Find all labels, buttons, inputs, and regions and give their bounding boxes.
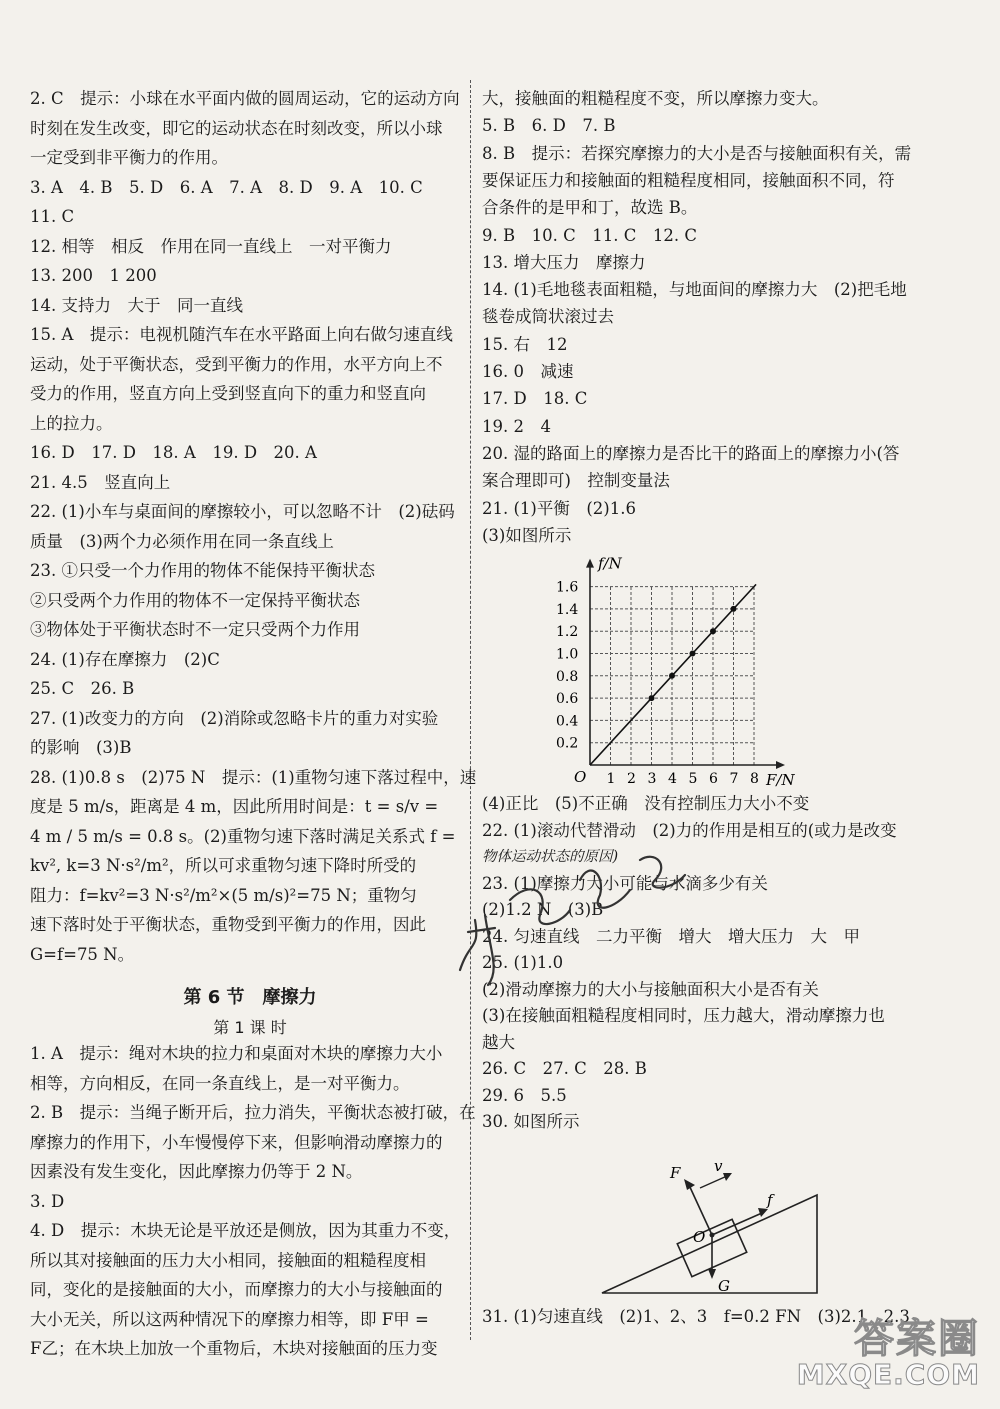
data-point [690, 651, 696, 657]
answer-line: 受力的作用，竖直方向上受到竖直向下的重力和竖直向 [30, 384, 426, 403]
answer-line: 度是 5 m/s，距离是 4 m，因此所用时间是：t = s/v = [30, 797, 439, 816]
answer-line: 23. (1)摩擦力大小可能与水滴多少有关 [482, 873, 768, 893]
answer-line: (3)在接触面粗糙程度相同时，压力越大，滑动摩擦力也 [482, 1006, 885, 1025]
answer-line: 2. C 提示：小球在水平面内做的圆周运动，它的运动方向 [30, 89, 460, 108]
answer-line: 1. A 提示：绳对木块的拉力和桌面对木块的摩擦力大小 [30, 1044, 443, 1063]
answer-line: 的影响 (3)B [30, 738, 132, 757]
y-tick-label: 1.2 [556, 624, 579, 641]
x-tick-label: 8 [750, 771, 759, 787]
data-point [669, 673, 675, 679]
answer-line: 17. D 18. C [482, 389, 588, 409]
answer-line: 28. (1)0.8 s (2)75 N 提示：(1)重物匀速下落过程中，速 [30, 767, 477, 787]
answer-line: 22. (1)滚动代替滑动 (2)力的作用是相互的(或力是改变 [482, 820, 897, 840]
watermark-logo: 答案圈 [854, 1316, 980, 1362]
answer-line: 因素没有发生变化，因此摩擦力仍等于 2 N。 [30, 1162, 363, 1181]
answer-line: 14. 支持力 大于 同一直线 [30, 295, 243, 315]
answer-line: 22. (1)小车与桌面间的摩擦较小，可以忽略不计 (2)砝码 [30, 502, 455, 521]
x-tick-label: 4 [668, 771, 677, 787]
answer-line: 21. (1)平衡 (2)1.6 [482, 498, 636, 518]
answer-line: 24. (1)存在摩擦力 (2)C [30, 649, 220, 669]
handwriting-scribble [440, 820, 700, 1000]
y-tick-label: 0.2 [556, 735, 579, 752]
answer-line: 16. D 17. D 18. A 19. D 20. A [30, 443, 317, 462]
label-v: v [714, 1157, 723, 1175]
answer-line: 16. 0 减速 [482, 362, 574, 381]
answer-line: 24. 匀速直线 二力平衡 增大 增大压力 大 甲 [482, 926, 860, 946]
friction-chart [550, 554, 810, 789]
data-point [731, 606, 737, 612]
answer-line: 19. 2 4 [482, 416, 551, 436]
label-F: F [670, 1164, 681, 1182]
answer-line: 要保证压力和接触面的粗糙程度相同，接触面积不同，符 [482, 170, 895, 190]
label-G: G [718, 1277, 730, 1295]
y-axis-arrow [586, 559, 594, 568]
y-tick-label: 0.8 [556, 668, 579, 685]
answer-line: 4. D 提示：木块无论是平放还是侧放，因为其重力不变， [30, 1221, 461, 1240]
answer-line: 15. 右 12 [482, 334, 568, 354]
answer-line: 质量 (3)两个力必须作用在同一条直线上 [30, 531, 334, 551]
label-f: f [767, 1191, 773, 1209]
x-tick-label: 5 [688, 771, 698, 787]
answer-line: 15. A 提示：电视机随汽车在水平路面上向右做匀速直线 [30, 325, 453, 344]
y-tick-label: 0.6 [556, 691, 579, 708]
answer-line: 速下落时处于平衡状态，重物受到平衡力的作用，因此 [30, 915, 426, 934]
answer-line: 运动，处于平衡状态，受到平衡力的作用，水平方向上不 [30, 354, 443, 374]
answer-line: 越大 [482, 1032, 515, 1052]
answer-line: 8. B 提示：若探究摩擦力的大小是否与接触面积有关，需 [482, 143, 912, 163]
answer-line-31: 31. (1)匀速直线 (2)1、2、3 f=0.2 FN (3)2.1 2.3 [482, 1307, 910, 1326]
answer-line: 25. (1)1.0 [482, 953, 564, 972]
answer-line: 一定受到非平衡力的作用。 [30, 148, 228, 167]
x-axis-arrow [776, 761, 785, 769]
x-tick-label: 2 [627, 771, 636, 787]
incline-force-diagram [592, 1157, 822, 1298]
answer-line: 合条件的是甲和丁，故选 B。 [482, 198, 698, 218]
x-tick-label: 3 [647, 771, 657, 787]
answer-line: G=f=75 N。 [30, 944, 135, 964]
y-axis-label: f/N [598, 554, 622, 573]
data-point [710, 628, 716, 634]
watermark [797, 1307, 980, 1391]
answer-line: 11. C [30, 207, 75, 226]
data-point [649, 695, 655, 701]
answer-line: 上的拉力。 [30, 413, 113, 433]
answer-line: 大，接触面的粗糙程度不变，所以摩擦力变大。 [482, 89, 829, 108]
answer-line: 14. (1)毛地毯表面粗糙，与地面间的摩擦力大 (2)把毛地 [482, 280, 907, 300]
y-tick-label: 1.6 [556, 579, 579, 596]
column-divider [470, 80, 471, 1340]
answer-line: 阻力：f=kv²=3 N·s²/m²×(5 m/s)²=75 N；重物匀 [30, 885, 417, 905]
answer-line: 4 m / 5 m/s = 0.8 s。(2)重物匀速下落时满足关系式 f = [30, 826, 456, 846]
y-tick-label: 1.0 [556, 646, 579, 663]
answer-line: 21. 4.5 竖直向上 [30, 472, 171, 492]
answer-line: (2)滑动摩擦力的大小与接触面积大小是否有关 [482, 979, 819, 999]
answer-line: 5. B 6. D 7. B [482, 116, 616, 136]
answer-line: 12. 相等 相反 作用在同一直线上 一对平衡力 [30, 236, 392, 256]
answer-line: 30. 如图所示 [482, 1112, 580, 1131]
answer-line: F乙；在木块上加放一个重物后，木块对接触面的压力变 [30, 1339, 438, 1358]
answer-line: 时刻在发生改变，即它的运动状态在时刻改变，所以小球 [30, 118, 443, 138]
answer-line: (4)正比 (5)不正确 没有控制压力大小不变 [482, 794, 810, 813]
answer-line: 20. 湿的路面上的摩擦力是否比干的路面上的摩擦力小(答 [482, 443, 900, 463]
answer-line: ②只受两个力作用的物体不一定保持平衡状态 [30, 590, 360, 610]
answer-line: 25. C 26. B [30, 679, 135, 698]
answer-line: 9. B 10. C 11. C 12. C [482, 225, 697, 245]
label-O: O [693, 1228, 706, 1246]
answer-line: 大小无关，所以这两种情况下的摩擦力相等，即 F甲 = [30, 1309, 429, 1329]
answer-line: 27. (1)改变力的方向 (2)消除或忽略卡片的重力对实验 [30, 708, 439, 728]
y-tick-label: 0.4 [556, 713, 579, 730]
x-axis-label: F/N [766, 771, 795, 789]
answer-line: 摩擦力的作用下，小车慢慢停下来，但影响滑动摩擦力的 [30, 1132, 443, 1152]
answer-line: 同，变化的是接触面的大小，而摩擦力的大小与接触面的 [30, 1280, 443, 1299]
lesson-title: 第 1 课 时 [213, 1018, 287, 1037]
x-tick-label: 1 [606, 771, 616, 787]
answer-line: 13. 增大压力 摩擦力 [482, 252, 646, 272]
answer-line: 23. ①只受一个力作用的物体不能保持平衡状态 [30, 561, 375, 580]
watermark-url: MXQE.COM [796, 1358, 980, 1391]
answer-line: 29. 6 5.5 [482, 1085, 567, 1105]
answer-line: 26. C 27. C 28. B [482, 1059, 647, 1078]
x-tick-label: 7 [729, 771, 739, 787]
answer-line: kv², k=3 N·s²/m²，所以可求重物匀速下降时所受的 [30, 856, 417, 875]
y-tick-label: 1.4 [556, 601, 579, 618]
answer-line: ③物体处于平衡状态时不一定只受两个力作用 [30, 620, 360, 639]
origin-label: O [574, 768, 587, 786]
answer-line: 所以其对接触面的压力大小相同，接触面的粗糙程度相 [30, 1250, 426, 1270]
answer-line: (2)1.2 N (3)B [482, 900, 604, 919]
answer-line: 物体运动状态的原因) [482, 849, 619, 865]
answer-line: 案合理即可) 控制变量法 [482, 471, 670, 491]
x-tick-label: 6 [709, 771, 718, 787]
answer-line: 相等，方向相反，在同一条直线上，是一对平衡力。 [30, 1073, 410, 1093]
answer-line: 3. D [30, 1191, 65, 1211]
answer-line: 2. B 提示：当绳子断开后，拉力消失，平衡状态被打破，在 [30, 1103, 476, 1122]
answer-line: (3)如图所示 [482, 525, 572, 545]
answer-line: 3. A 4. B 5. D 6. A 7. A 8. D 9. A 10. C [30, 177, 423, 197]
section-title: 第 6 节 摩擦力 [183, 987, 317, 1008]
answer-line: 毯卷成筒状滚过去 [482, 307, 614, 327]
answer-line: 13. 200 1 200 [30, 266, 157, 285]
